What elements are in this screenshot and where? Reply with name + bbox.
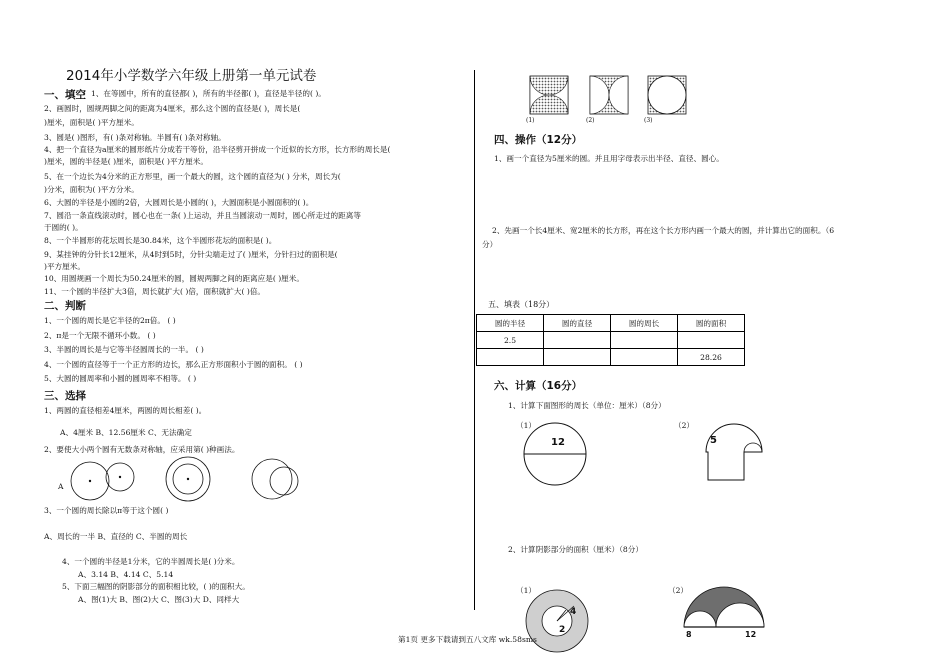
section-choice-heading: 三、选择 xyxy=(44,390,86,402)
table-cell: 2.5 xyxy=(477,332,544,349)
choice-q2-label-a: A xyxy=(58,482,64,491)
section-table-heading: 五、填表（18分） xyxy=(488,300,555,309)
choice-q3-options: A、周长的一半 B、直径的 C、半圆的周长 xyxy=(44,532,188,541)
table-header-cell: 圆的直径 xyxy=(544,315,611,332)
section-fill-blank-heading: 一、填空 xyxy=(44,89,86,101)
diameter-label: 12 xyxy=(551,437,565,448)
section-judge-heading: 二、判断 xyxy=(44,300,86,312)
composite-shape-figure xyxy=(700,418,770,488)
shaded-ring-figure xyxy=(522,586,592,656)
table-cell xyxy=(477,349,544,366)
fill-q7b: 于圆的( )。 xyxy=(44,223,83,232)
fill-q11: 11、一个圆的半径扩大3倍，周长就扩大( )倍，面积就扩大( )倍。 xyxy=(44,287,266,296)
choice-q5: 5、下面三幅图的阴影部分的面积相比较，( )的面积大。 xyxy=(62,582,250,591)
ring-inner-label: 2 xyxy=(559,625,566,635)
fill-q1: 1、在等圆中，所有的直径都( )，所有的半径都( )，直径是半径的( )。 xyxy=(91,89,326,98)
table-row xyxy=(477,349,745,366)
fill-q5a: 5、在一个边长为4分米的正方形里，画一个最大的圆，这个圆的直径为( ) 分米，周长为( xyxy=(44,172,341,181)
choice-q3: 3、一个圆的周长除以π等于这个圆( ) xyxy=(44,506,169,515)
judge-q4: 4、一个圆的直径等于一个正方形的边长，那么正方形面积小于圆的面积。 ( ) xyxy=(44,360,303,369)
calc-shade1-label: （1） xyxy=(516,586,537,595)
judge-q3: 3、半圆的周长是与它等半径圆周长的一半。 ( ) xyxy=(44,345,204,354)
fill-q2b: )厘米，面积是( )平方厘米。 xyxy=(44,118,139,127)
table-row xyxy=(477,332,745,349)
column-divider xyxy=(474,70,475,610)
table-header-row xyxy=(477,315,745,332)
fill-q10: 10、用圆规画一个周长为50.24厘米的圆，圆规两脚之间的距离应是( )厘米。 xyxy=(44,274,304,283)
side-label-5: 5 xyxy=(710,435,717,446)
table-cell xyxy=(611,349,678,366)
table-cell xyxy=(544,332,611,349)
shaded-semicircles-figure xyxy=(680,585,770,633)
diameter-8-label: 8 xyxy=(686,630,692,639)
page-footer: 第1页 更多下载请到五八文库 wk.58sms xyxy=(398,635,537,644)
table-cell xyxy=(544,349,611,366)
figure-label-3: (3) xyxy=(644,117,653,124)
operate-q2b: 分） xyxy=(482,240,498,249)
fill-q6: 6、大圆的半径是小圆的2倍，大圆周长是小圆的( )，大圆面积是小圆面积的( )。 xyxy=(44,198,314,207)
calc-fig2-label: （2） xyxy=(674,421,695,430)
choice-q2: 2、要使大小两个圆有无数条对称轴，应采用第( )种画法。 xyxy=(44,445,240,454)
figure-label-1: (1) xyxy=(526,117,535,124)
fill-q7a: 7、圆沿一条直线滚动时，圆心也在一条( )上运动，并且当圆滚动一周时，圆心所走过的距离等 xyxy=(44,211,361,220)
fill-q8: 8、一个半圆形的花坛周长是30.84米，这个半圆形花坛的面积是( )。 xyxy=(44,236,277,245)
calc-fig1-label: （1） xyxy=(516,421,537,430)
circle-diameter-figure xyxy=(520,418,590,488)
diameter-12-label: 12 xyxy=(745,630,757,639)
table-cell: 28.26 xyxy=(678,349,745,366)
choice-q5-options: A、图(1)大 B、图(2)大 C、图(3)大 D、同样大 xyxy=(78,595,240,604)
operate-q2a: 2、先画一个长4厘米、宽2厘米的长方形，再在这个长方形内画一个最大的圆，并计算出它的面积。（6 xyxy=(492,226,835,235)
fill-q4a: 4、把一个直径为a厘米的圆形纸片分成若干等份，沿半径剪开拼成一个近似的长方形，长方形的周长是( xyxy=(44,145,391,154)
table-cell xyxy=(678,332,745,349)
calc-shade2-label: （2） xyxy=(668,586,689,595)
fill-q9b: )平方厘米。 xyxy=(44,262,85,271)
page-title: 2014年小学数学六年级上册第一单元试卷 xyxy=(66,68,317,84)
table-header-cell: 圆的半径 xyxy=(477,315,544,332)
circle-table xyxy=(476,314,745,366)
fill-q9a: 9、某挂钟的分针长12厘米，从4时到5时，分针尖端走过了( )厘米，分针扫过的面积是( xyxy=(44,250,338,259)
choice-q1-options: A、4厘米 B、12.56厘米 C、无法确定 xyxy=(60,428,192,437)
shaded-squares-figure xyxy=(520,74,690,126)
choice-q4: 4、一个圆的半径是1分米，它的半圆周长是( )分米。 xyxy=(62,557,240,566)
section-operate-heading: 四、操作（12分） xyxy=(494,134,583,146)
choice-q1: 1、两圆的直径相差4厘米，两圆的周长相差( )。 xyxy=(44,406,207,415)
figure-label-2: (2) xyxy=(586,117,595,124)
calc-q1: 1、计算下面图形的周长（单位：厘米）（8分） xyxy=(508,401,666,410)
calc-q2: 2、计算阴影部分的面积（厘米）（8分） xyxy=(508,545,643,554)
judge-q1: 1、一个圆的周长是它半径的2π倍。 ( ) xyxy=(44,316,176,325)
fill-q2a: 2、画圆时，圆规两脚之间的距离为4厘米，那么这个圆的直径是( )，周长是( xyxy=(44,104,301,113)
fill-q5b: )分米，面积为( )平方分米。 xyxy=(44,185,139,194)
judge-q2: 2、π是一个无限不循环小数。 ( ) xyxy=(44,331,156,340)
judge-q5: 5、大圆的圆周率和小圆的圆周率不相等。 ( ) xyxy=(44,374,197,383)
table-cell xyxy=(611,332,678,349)
choice-q4-options: A、3.14 B、4.14 C、5.14 xyxy=(78,570,174,579)
fill-q3: 3、圆是( )图形，有( )条对称轴。半圆有( )条对称轴。 xyxy=(44,133,226,142)
circle-methods-figure xyxy=(60,455,320,505)
ring-outer-label: 4 xyxy=(570,607,577,617)
table-header-cell: 圆的周长 xyxy=(611,315,678,332)
table-header-cell: 圆的面积 xyxy=(678,315,745,332)
section-calc-heading: 六、计算（16分） xyxy=(494,380,583,392)
fill-q4b: )厘米，圆的半径是( )厘米，面积是( )平方厘米。 xyxy=(44,157,208,166)
operate-q1: 1、画一个直径为5厘米的圆。并且用字母表示出半径、直径、圆心。 xyxy=(494,154,724,163)
